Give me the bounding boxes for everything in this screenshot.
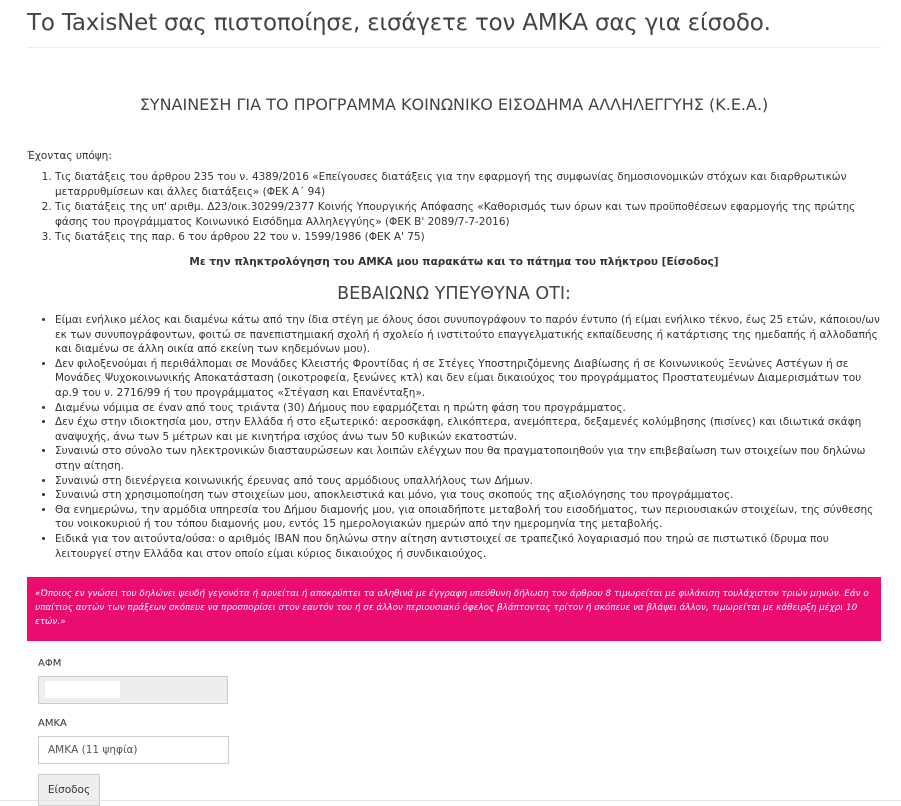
login-button[interactable]: Είσοδος: [38, 774, 100, 806]
amka-label: ΑΜΚΑ: [38, 718, 67, 729]
legal-basis-list: [27, 170, 885, 245]
declaration-item: • Δεν φιλοξενούμαι ή περιθάλπομαι σε Μονάδες Κλειστής Φροντίδας ή σε Στέγες Υποστηριζόμενης Διαβίωσης ή σε Κοινωνικούς Ξενώνες Αστέγων ή σε Μονάδες Ψυχοκοινωνικής Αποκατάσταση (οικοτροφεία, ξενώνες κτλ) και δεν είμαι δικαιούχος του προγράμματος Προστατευμένων Διαμερισμάτων του αρ.9 του ν. 2716/99 ή του προγράμματος «Στέγαση και Επανένταξη».: [55, 357, 887, 401]
declaration-item: • Ειδικά για τον αιτούντα/ούσα: ο αριθμός IBAN που δηλώνω στην αίτηση αντιστοιχεί σε τραπεζικό λογαριασμό που τηρώ σε πιστωτικό ίδρυμα που λειτουργεί στην Ελλάδα και στον οποίο είμαι κύριος δικαιούχος ή συνδικαιούχος.: [55, 532, 887, 561]
legal-basis-item: 3. Τις διατάξεις της παρ. 6 του άρθρου 22 του ν. 1599/1986 (ΦΕΚ Α' 75): [55, 230, 885, 245]
intro-label: Έχοντας υπόψη:: [27, 150, 112, 162]
declaration-item: • Συναινώ στη χρησιμοποίηση των στοιχείων μου, αποκλειστικά και μόνο, για τους σκοπούς της αξιολόγησης του προγράμματος.: [55, 488, 887, 503]
afm-label: ΑΦΜ: [38, 658, 62, 669]
declaration-item: • Συναινώ στο σύνολο των ηλεκτρονικών διασταυρώσεων και λοιπών ελέγχων που θα πραγματοποιηθούν για την επιβεβαίωση των στοιχείων που δηλώνω στην αίτηση.: [55, 444, 887, 473]
declaration-heading: ΒΕΒΑΙΩΝΩ ΥΠΕΥΘΥΝΑ ΟΤΙ:: [337, 284, 571, 304]
legal-basis-item: 2. Τις διατάξεις της υπ' αριθμ. Δ23/οικ.30299/2377 Κοινής Υπουργικής Απόφασης «Καθορισμός των όρων και των προϋποθέσεων εφαρμογής της πρώτης φάσης του προγράμματος Κοινωνικό Εισόδημα Αλληλεγγύης» (ΦΕΚ Β' 2089/7-7-2016): [55, 200, 885, 230]
declaration-item: • Δεν έχω στην ιδιοκτησία μου, στην Ελλάδα ή στο εξωτερικό: αεροσκάφη, ελικόπτερα, ανεμόπτερα, δεξαμενές κολύμβησης (πισίνες) και ιδιωτικά σκάφη αναψυχής, άνω των 5 μέτρων και με κινητήρα ισχύος άνω των 50 κυβικών εκατοστών.: [55, 415, 887, 444]
footer-divider: [0, 800, 901, 801]
amka-input[interactable]: [38, 736, 229, 764]
page-title: Το TaxisNet σας πιστοποίησε, εισάγετε τον ΑΜΚΑ σας για είσοδο.: [27, 10, 771, 36]
consent-heading: ΣΥΝΑΙΝΕΣΗ ΓΙΑ ΤΟ ΠΡΟΓΡΑΜΜΑ ΚΟΙΝΩΝΙΚΟ ΕΙΣΟΔΗΜΑ ΑΛΛΗΛΕΓΓΥΗΣ (Κ.Ε.Α.): [139, 95, 769, 114]
afm-value-redacted: [45, 681, 120, 698]
legal-warning-text: «Όποιος εν γνώσει του δηλώνει ψευδή γεγονότα ή αρνείται ή αποκρύπτει τα αληθινά με έγγραφη υπεύθυνη δήλωση του άρθρου 8 τιμωρείται με φυλάκιση τουλάχιστον τριών μηνών. Εάν ο υπαίτιος αυτών των πράξεων σκόπευε να προσπορίσει στον εαυτόν του ή σε άλλον περιουσιακό όφελος βλάπτοντας τρίτον ή σκόπευε να βλάψει άλλον, τιμωρείται με κάθειρξη μέχρι 10 ετών.»: [35, 589, 869, 627]
declaration-item: • Διαμένω νόμιμα σε έναν από τους τριάντα (30) Δήμους που εφαρμόζεται η πρώτη φάση του προγράμματος.: [55, 401, 887, 416]
legal-warning-banner: [27, 577, 881, 641]
legal-basis-item: 1. Τις διατάξεις του άρθρου 235 του ν. 4389/2016 «Επείγουσες διατάξεις για την εφαρμογή της συμφωνίας δημοσιονομικών στόχων και διαρθρωτικών μεταρρυθμίσεων και άλλες διατάξεις» (ΦΕΚ Α΄ 94): [55, 170, 885, 200]
declaration-item: • Θα ενημερώνω, την αρμόδια υπηρεσία του Δήμου διαμονής μου, για οποιαδήποτε μεταβολή του εισοδήματος, των περιουσιακών στοιχείων, της σύνθεσης του νοικοκυριού ή του τόπου διαμονής μου, εντός 15 ημερολογιακών ημερών από την ημερομηνία της μεταβολής.: [55, 503, 887, 532]
declaration-item: • Συναινώ στη διενέργεια κοινωνικής έρευνας από τους αρμόδιους υπαλλήλους των Δήμων.: [55, 474, 887, 489]
declaration-item: • Είμαι ενήλικο μέλος και διαμένω κάτω από την ίδια στέγη με όλους όσοι συνυπογράφουν το παρόν έντυπο (ή είμαι ενήλικο τέκνο, έως 25 ετών, κάποιου/ων εκ των συνυπογράφοντων, φοιτώ σε πανεπιστημιακή σχολή ή σχολείο ή ινστιτούτο επαγγελματικής εκπαίδευσης ή κατάρτισης της ημεδαπής ή αλλοδαπής και διαμένω σε άλλη οικία από εκείνη των κηδεμόνων μου).: [55, 313, 887, 357]
confirm-statement: Με την πληκτρολόγηση του ΑΜΚΑ μου παρακάτω και το πάτημα του πλήκτρου [Είσοδος]: [189, 256, 719, 268]
declaration-list: [27, 313, 887, 561]
title-divider: [27, 47, 881, 48]
